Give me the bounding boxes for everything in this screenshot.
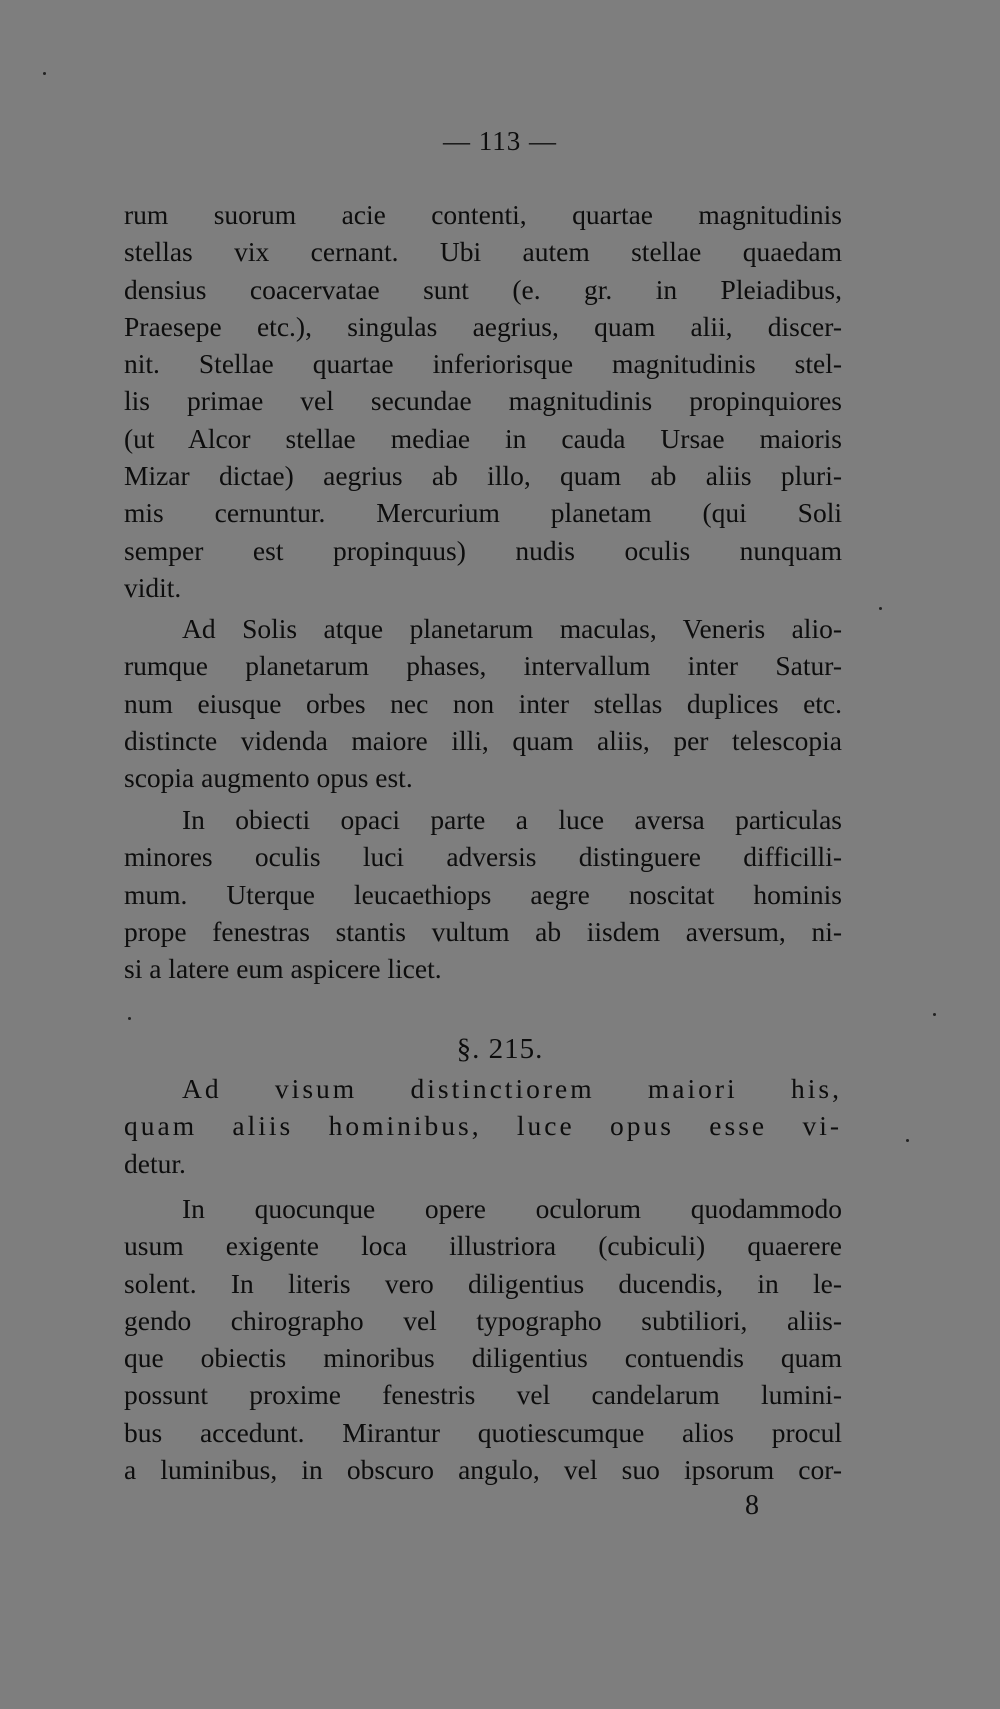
text-line: minores oculis luci adversis distinguere difficilli-: [124, 841, 842, 873]
text-line: gendo chirographo vel typographo subtiliori, aliis-: [124, 1304, 842, 1336]
paragraph-2: [124, 610, 842, 796]
text-line: a luminibus, in obscuro angulo, vel suo ipsorum cor-: [124, 1454, 842, 1486]
text-line: vidit.: [124, 571, 182, 603]
text-line: mis cernuntur. Mercurium planetam (qui Soli: [124, 497, 842, 529]
scan-speck: [128, 1017, 131, 1020]
text-line: que obiectis minoribus diligentius contuendis quam: [124, 1342, 842, 1374]
scan-speck: [43, 72, 46, 75]
scan-speck: [933, 1013, 936, 1016]
text-line: stellas vix cernant. Ubi autem stellae quaedam: [124, 236, 842, 268]
text-line: rumque planetarum phases, intervallum inter Satur-: [124, 650, 842, 682]
text-line: semper est propinquus) nudis oculis nunquam: [124, 534, 842, 566]
text-line: possunt proxime fenestris vel candelarum lumini-: [124, 1379, 842, 1411]
text-line: In obiecti opaci parte a luce aversa particulas: [182, 804, 842, 835]
scan-speck: [906, 1139, 909, 1142]
paragraph-5: [124, 1190, 842, 1488]
text-line: Praesepe etc.), singulas aegrius, quam alii, discer-: [124, 310, 842, 342]
text-line: prope fenestras stantis vultum ab iisdem aversum, ni-: [124, 915, 842, 947]
text-line: solent. In literis vero diligentius ducendis, in le-: [124, 1267, 842, 1299]
paragraph-4: [124, 1070, 842, 1182]
text-line: si a latere eum aspicere licet.: [124, 953, 442, 985]
text-line: rum suorum acie contenti, quartae magnitudinis: [124, 199, 842, 230]
text-line: num eiusque orbes nec non inter stellas duplices etc.: [124, 687, 842, 719]
signature-mark: 8: [745, 1490, 759, 1521]
text-line: Mizar dictae) aegrius ab illo, quam ab aliis pluri-: [124, 460, 842, 492]
text-line: detur.: [124, 1147, 186, 1179]
text-line: nit. Stellae quartae inferiorisque magnitudinis stel-: [124, 348, 842, 380]
text-line: Ad Solis atque planetarum maculas, Veneris alio-: [182, 613, 842, 644]
text-line: usum exigente loca illustriora (cubiculi) quaerere: [124, 1230, 842, 1262]
text-line: distincte videnda maiore illi, quam aliis, per telescopia: [124, 724, 842, 756]
text-line: densius coacervatae sunt (e. gr. in Pleiadibus,: [124, 273, 842, 305]
text-line: quam aliis hominibus, luce opus esse vi-: [124, 1110, 842, 1142]
text-line: mum. Uterque leucaethiops aegre noscitat hominis: [124, 878, 842, 910]
text-line: (ut Alcor stellae mediae in cauda Ursae maioris: [124, 422, 842, 454]
section-heading: §. 215.: [456, 1033, 544, 1065]
text-line: scopia augmento opus est.: [124, 762, 413, 794]
scan-speck: [879, 607, 882, 610]
text-line: bus accedunt. Mirantur quotiescumque alios procul: [124, 1416, 842, 1448]
text-line: Ad visum distinctiorem maiori his,: [182, 1073, 842, 1104]
paragraph-1: [124, 196, 842, 606]
page-number-header: — 113 —: [443, 126, 557, 156]
text-line: In quocunque opere oculorum quodammodo: [182, 1193, 842, 1224]
paragraph-3: [124, 801, 842, 987]
text-line: lis primae vel secundae magnitudinis propinquiores: [124, 385, 842, 417]
